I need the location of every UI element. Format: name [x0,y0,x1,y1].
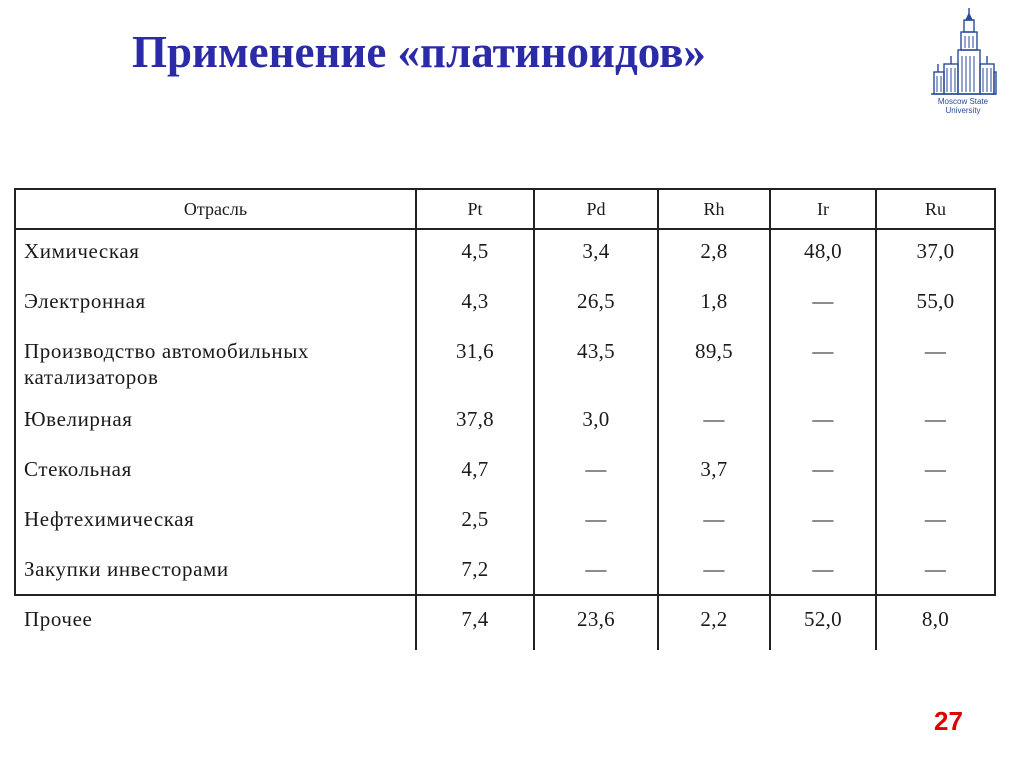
value-ru: — [876,448,994,498]
value-pt: 31,6 [416,330,534,398]
value-ru: 37,0 [876,229,994,280]
value-ir: — [770,330,876,398]
industry-name: Стекольная [24,457,132,481]
value-ru: — [876,398,994,448]
value-rh: — [658,398,770,448]
value-rh: — [658,498,770,548]
header-pt: Pt [416,190,534,229]
table-row [16,548,994,598]
usage-table-frame [14,188,996,631]
value-pt: 7,4 [416,598,534,650]
industry-name: Ювелирная [24,407,133,431]
header-rh: Rh [658,190,770,229]
table-row [16,398,994,448]
value-pt: 4,5 [416,229,534,280]
value-ru: 8,0 [876,598,994,650]
university-logo [928,6,998,118]
value-ir: — [770,548,876,598]
industry-name: Производство автомобильных катализаторов [24,339,310,389]
industry-name: Химическая [24,239,140,263]
value-pd: 3,0 [534,398,658,448]
logo-caption-line2: University [945,106,981,115]
value-pt: 2,5 [416,498,534,548]
value-ir: 48,0 [770,229,876,280]
industry-name: Нефтехимическая [24,507,195,531]
value-ru: 55,0 [876,280,994,330]
slide-title: Применение «платиноидов» [132,27,706,77]
table-row [16,598,994,650]
table-row [16,229,994,280]
value-rh: 1,8 [658,280,770,330]
value-pd: — [534,498,658,548]
value-rh: — [658,548,770,598]
table-row [16,498,994,548]
value-ru: — [876,330,994,398]
value-ir: — [770,498,876,548]
industry-name: Электронная [24,289,146,313]
value-ir: 52,0 [770,598,876,650]
value-pd: 26,5 [534,280,658,330]
value-pd: 3,4 [534,229,658,280]
value-ir: — [770,280,876,330]
value-rh: 2,8 [658,229,770,280]
value-ir: — [770,448,876,498]
value-rh: 2,2 [658,598,770,650]
value-ir: — [770,398,876,448]
value-pd: — [534,548,658,598]
usage-table [16,190,994,650]
header-ru: Ru [876,190,994,229]
header-pd: Pd [534,190,658,229]
value-pt: 4,7 [416,448,534,498]
table-row [16,280,994,330]
value-pd: 23,6 [534,598,658,650]
value-pd: 43,5 [534,330,658,398]
value-pt: 4,3 [416,280,534,330]
table-row [16,448,994,498]
value-ru: — [876,548,994,598]
msu-building-icon [928,6,998,118]
logo-caption-line1: Moscow State [937,97,989,106]
value-pd: — [534,448,658,498]
header-industry: Отрасль [16,190,416,229]
page-number: 27 [934,706,963,736]
header-ir: Ir [770,190,876,229]
industry-name: Закупки инвесторами [24,557,229,581]
value-rh: 89,5 [658,330,770,398]
value-pt: 37,8 [416,398,534,448]
value-rh: 3,7 [658,448,770,498]
industry-name: Прочее [24,607,93,631]
value-ru: — [876,498,994,548]
value-pt: 7,2 [416,548,534,598]
table-row [16,330,994,398]
table-header-row [16,190,994,229]
